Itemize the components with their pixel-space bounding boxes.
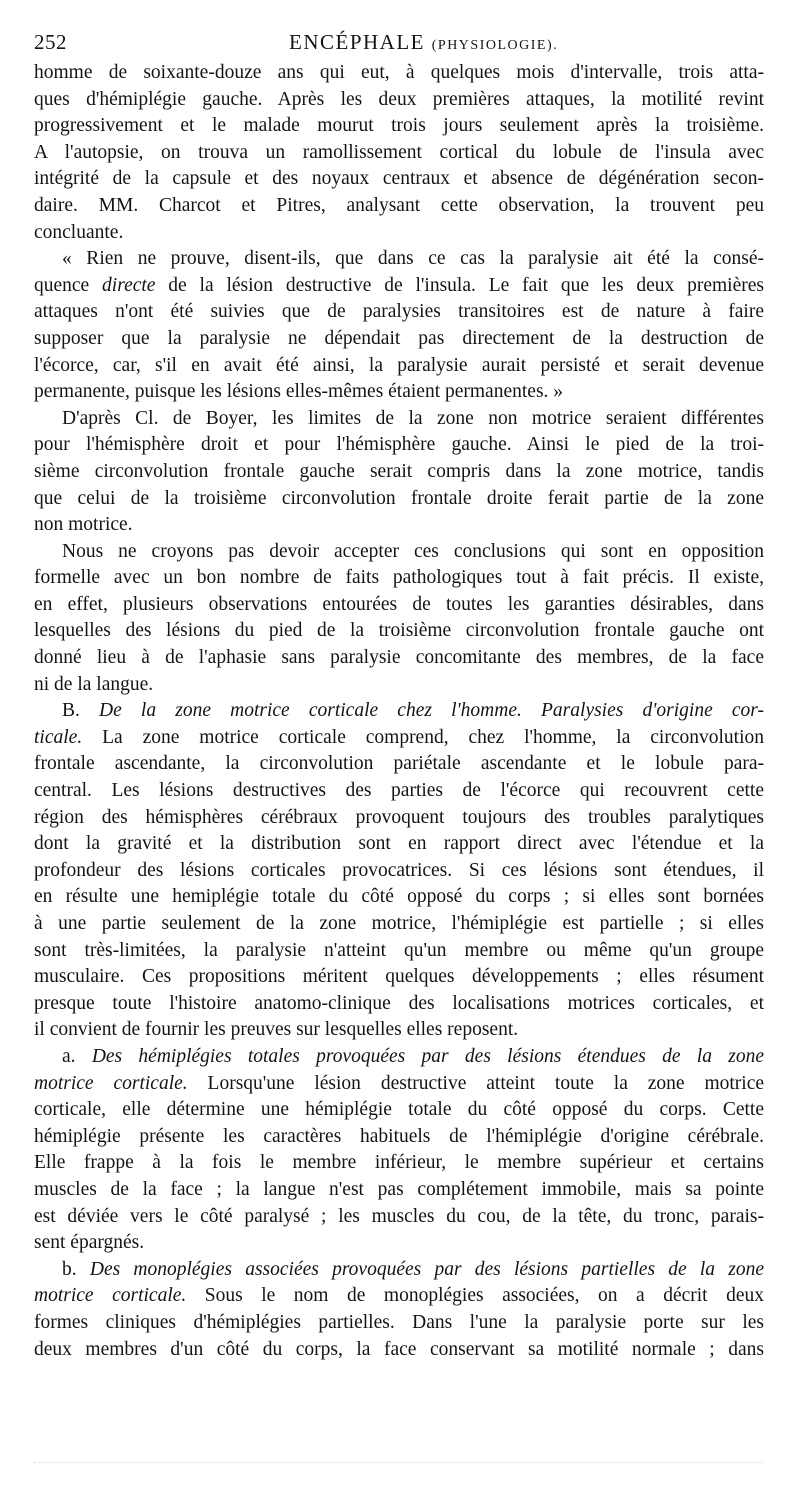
text-line [34,831,764,858]
page-number: 252 [34,30,67,54]
text-line [34,353,764,380]
text-line [34,1071,764,1098]
text-line [34,140,764,167]
text-line [34,246,764,273]
running-title-sub: (PHYSIOLOGIE). [431,38,559,53]
text-segment: presque toute l'histoire anatomo-clinique des localisations motrices corticales, et [34,992,764,1014]
text-segment: hémiplégie présente les caractères habituels de l'hémiplégie d'origine cérébrale. [34,1125,764,1147]
text-line [34,1310,764,1337]
text-line [34,1124,764,1151]
text-segment: Sous le nom de monoplégies associées, on a décrit deux [186,1285,765,1307]
text-segment: muscles de la face ; la langue n'est pas complétement immobile, mais sa pointe [34,1178,764,1200]
text-line [34,751,764,778]
text-segment: progressivement et le malade mourut trois jours seulement après la troisième. [34,115,764,137]
text-line [34,459,764,486]
text-segment: est déviée vers le côté paralysé ; les muscles du cou, de la tête, du tronc, parais- [34,1205,764,1227]
text-line [34,672,764,699]
text-line [34,645,764,672]
text-line [34,991,764,1018]
text-segment: attaques n'ont été suivies que de paralysies transitoires est de nature à faire [34,301,764,323]
text-line [34,406,764,433]
text-segment: daire. MM. Charcot et Pitres, analysant cette observation, la trouvent peu [34,194,764,216]
text-line [34,299,764,326]
text-line [34,858,764,885]
text-line [34,1044,764,1071]
italic-text-segment: motrice corticale. [34,1072,188,1094]
text-segment: a. [62,1045,92,1067]
text-segment: La zone motrice corticale comprend, chez l'homme, la circonvolution [82,726,764,748]
text-line [34,618,764,645]
body-text [34,60,764,1363]
text-segment: sent épargnés. [34,1232,145,1254]
text-segment: homme de soixante-douze ans qui eut, à quelques mois d'intervalle, trois atta- [34,62,764,83]
text-line [34,379,764,406]
text-segment: que celui de la troisième circonvolution frontale droite ferait partie de la zone [34,487,764,509]
text-line [34,805,764,832]
text-segment: à une partie seulement de la zone motrice, l'hémiplégie est partielle ; si elles [34,913,764,934]
text-segment: frontale ascendante, la circonvolution pariétale ascendante et le lobule para- [34,753,764,775]
text-segment: Elle frappe à la fois le membre inférieur, le membre supérieur et certains [34,1152,764,1174]
text-line [34,326,764,353]
text-segment: B. [62,700,100,722]
text-line [34,1017,764,1044]
text-segment: D'après Cl. de Boyer, les limites de la zone non motrice seraient différentes [62,407,764,429]
running-title-main: ENCÉPHALE [289,30,425,54]
text-line [34,565,764,592]
text-line [34,1257,764,1284]
text-line [34,698,764,725]
text-line [34,778,764,805]
bottom-margin-rule [34,1462,764,1469]
text-line [34,1204,764,1231]
text-line [34,432,764,459]
running-title [289,30,558,55]
text-line [34,1283,764,1310]
text-segment: quence [34,274,103,296]
text-line [34,911,764,938]
text-segment: formelle avec un bon nombre de faits pathologiques tout à fait précis. Il existe, [34,567,764,589]
text-line [34,884,764,911]
text-segment: A l'autopsie, on trouva un ramollissement cortical du lobule de l'insula avec [34,141,764,163]
text-segment: concluante. [34,221,124,243]
text-line [34,938,764,965]
text-line [34,1177,764,1204]
text-line [34,539,764,566]
italic-text-segment: Des monoplégies associées provoquées par des lésions partielles de la zone [89,1258,765,1280]
text-segment: région des hémisphères cérébraux provoquent toujours des troubles paralytiques [34,806,764,828]
text-segment: « Rien ne prouve, disent-ils, que dans ce cas la paralysie ait été la consé- [62,248,764,270]
text-line [34,512,764,539]
text-segment: central. Les lésions destructives des parties de l'écorce qui recouvrent cette [34,780,764,802]
text-segment: de la lésion destructive de l'insula. Le fait que les deux premières [155,274,764,296]
text-segment: ni de la langue. [34,673,154,695]
text-segment: Lorsqu'une lésion destructive atteint toute la zone motrice [187,1072,765,1094]
italic-text-segment: De la zone motrice corticale chez l'homme. Paralysies d'origine cor- [99,700,764,722]
text-line [34,1337,764,1364]
italic-text-segment: Des hémiplégies totales provoquées par des lésions étendues de la zone [91,1045,765,1067]
text-segment: lesquelles des lésions du pied de la troisième circonvolution frontale gauche ont [34,620,764,642]
text-line [34,87,764,114]
text-segment: profondeur des lésions corticales provocatrices. Si ces lésions sont étendues, il [34,859,764,881]
text-segment: musculaire. Ces propositions méritent quelques développements ; elles résument [34,966,764,988]
text-line [34,964,764,991]
text-segment: en résulte une hemiplégie totale du côté opposé du corps ; si elles sont bornées [34,886,764,908]
text-segment: l'écorce, car, s'il en avait été ainsi, la paralysie aurait persisté et serait devenue [34,354,764,376]
text-segment: deux membres d'un côté du corps, la face conservant sa motilité normale ; dans [34,1338,764,1360]
text-segment: sième circonvolution frontale gauche serait compris dans la zone motrice, tandis [34,460,764,482]
text-line [34,113,764,140]
text-line [34,1150,764,1177]
italic-text-segment: ticale. [34,726,83,748]
text-line [34,220,764,247]
text-line [34,725,764,752]
text-segment: formes cliniques d'hémiplégies partielles. Dans l'une la paralysie porte sur les [34,1311,764,1333]
text-segment: permanente, puisque les lésions elles-mêmes étaient permanentes. » [34,381,564,403]
text-line [34,193,764,220]
text-line [34,1097,764,1124]
text-line [34,60,764,87]
text-segment: pour l'hémisphère droit et pour l'hémisphère gauche. Ainsi le pied de la troi- [34,434,764,456]
text-segment: corticale, elle détermine une hémiplégie totale du côté opposé du corps. Cette [34,1099,764,1121]
text-segment: b. [62,1258,90,1280]
text-line [34,1230,764,1257]
text-segment: sont très-limitées, la paralysie n'atteint qu'un membre ou même qu'un groupe [34,939,764,961]
text-segment: dont la gravité et la distribution sont en rapport direct avec l'étendue et la [34,833,764,855]
italic-text-segment: motrice corticale. [34,1285,187,1307]
text-line [34,486,764,513]
running-header [34,30,764,56]
text-segment: non motrice. [34,514,133,536]
text-line [34,592,764,619]
text-segment: en effet, plusieurs observations entourées de toutes les garanties désirables, dans [34,593,764,615]
text-line [34,273,764,300]
text-segment: supposer que la paralysie ne dépendait pas directement de la destruction de [34,327,764,349]
text-segment: il convient de fournir les preuves sur lesquelles elles reposent. [34,1019,519,1041]
text-segment: ques d'hémiplégie gauche. Après les deux premières attaques, la motilité revint [34,88,764,110]
text-segment: donné lieu à de l'aphasie sans paralysie concomitante des membres, de la face [34,647,764,669]
italic-text-segment: directe [102,274,156,296]
text-line [34,166,764,193]
text-segment: intégrité de la capsule et des noyaux centraux et absence de dégénération secon- [34,168,764,190]
text-segment: Nous ne croyons pas devoir accepter ces conclusions qui sont en opposition [62,540,764,562]
